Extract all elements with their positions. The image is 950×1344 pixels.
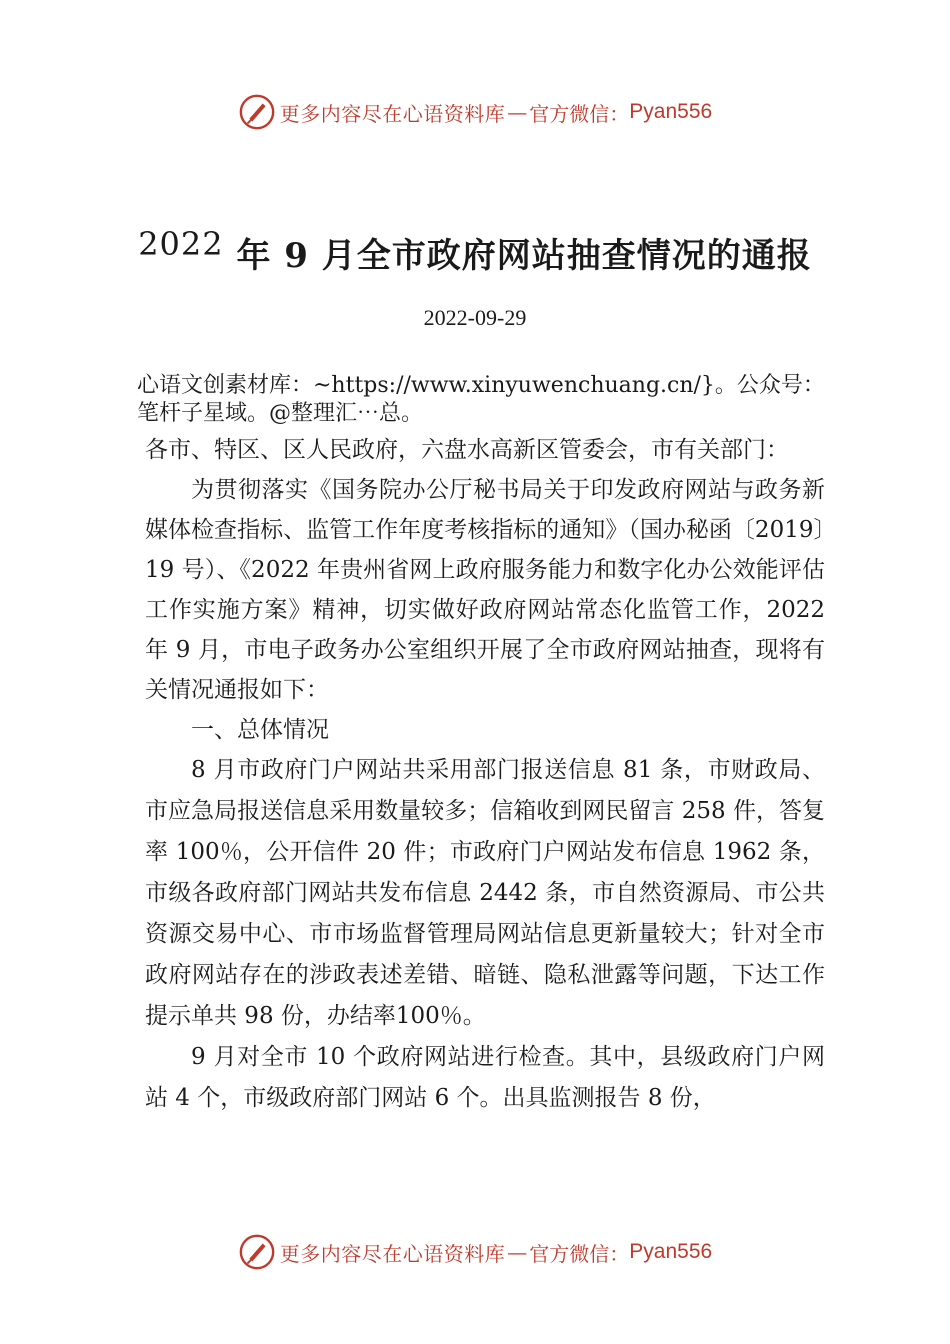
- watermark-header: [0, 93, 950, 131]
- library-logo-icon: [238, 93, 276, 131]
- watermark-wechat-id: Pyan556: [629, 1240, 713, 1263]
- watermark-separator: —: [507, 100, 528, 124]
- watermark-footer: [0, 1233, 950, 1271]
- publish-date: 2022-09-29: [423, 305, 527, 330]
- library-logo-icon: [238, 1233, 276, 1271]
- paragraph-august-summary: 8 月市政府门户网站共采用部门报送信息 81 条，市财政局、市应急局报送信息采用数量较多；信箱收到网民留言 258 件，答复率 100％，公开信件 20 件；市政府门户网站发布信息 1962 条，市级各政府部门网站共发布信息 2442 条，市自然资源局、市公共资源交易中心、市市场监督管理局网站信息更新量较大；针对全市政府网站存在的涉政表述差错、暗链、隐私泄露等问题，下达工作提示单共 98 份，办结率100％。: [145, 757, 825, 1029]
- watermark-separator: —: [507, 1240, 528, 1264]
- watermark-wechat-id: Pyan556: [629, 100, 713, 123]
- document-body: [145, 430, 825, 1119]
- salutation: 各市、特区、区人民政府，六盘水高新区管委会，市有关部门：: [145, 437, 789, 463]
- title-year: 2022: [138, 225, 224, 263]
- section-heading-overall: 一、总体情况: [191, 717, 329, 743]
- watermark-wechat-label: 官方微信：: [529, 1241, 630, 1266]
- watermark-text: 更多内容尽在心语资料库: [279, 101, 506, 126]
- source-line: 心语文创素材库：~https://www.xinyuwenchuang.cn/}。公众号：笔杆子星域。@整理汇⋯总。: [137, 373, 825, 426]
- paragraph-september-check: 9 月对全市 10 个政府网站进行检查。其中，县级政府门户网站 4 个，市级政府部门网站 6 个。出具监测报告 8 份，: [145, 1044, 825, 1111]
- watermark-text: 更多内容尽在心语资料库: [279, 1241, 506, 1266]
- paragraph-intro: 为贯彻落实《国务院办公厅秘书局关于印发政府网站与政务新媒体检查指标、监管工作年度考核指标的通知》（国办秘函〔2019〕19 号）、《2022 年贵州省网上政府服务能力和数字化办公效能评估工作实施方案》精神，切实做好政府网站常态化监管工作，2022 年 9 月，市电子政务办公室组织开展了全市政府网站抽查，现将有关情况通报如下：: [145, 477, 825, 703]
- document-title: [0, 225, 950, 277]
- title-text: 年 9 月全市政府网站抽查情况的通报: [236, 236, 812, 276]
- watermark-wechat-label: 官方微信：: [529, 101, 630, 126]
